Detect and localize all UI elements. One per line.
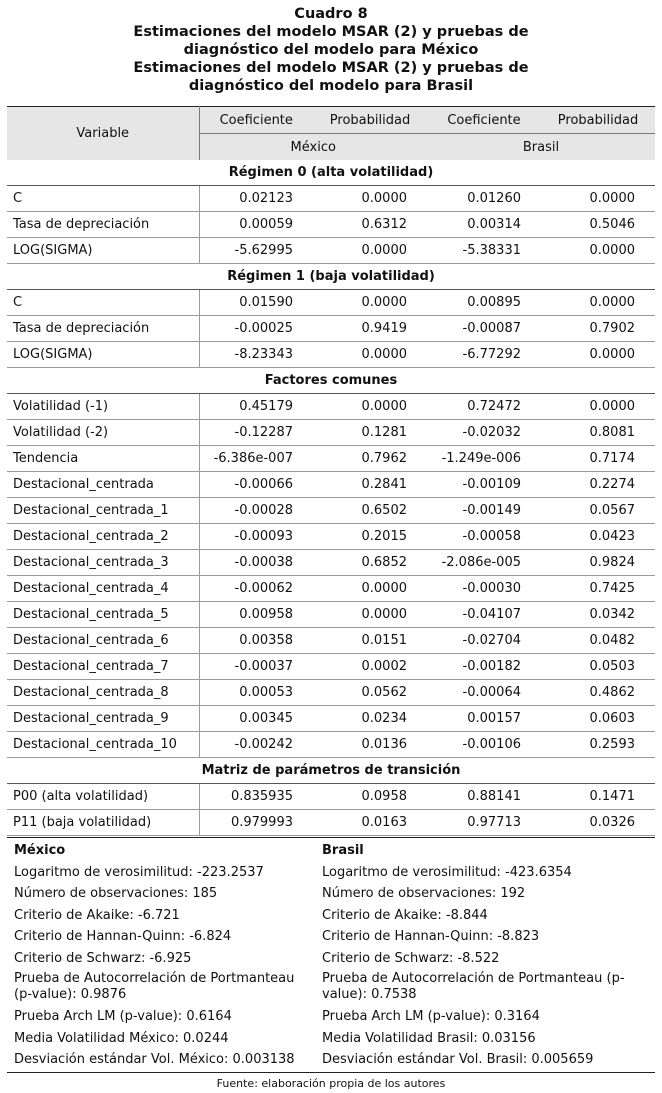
- table-row: [7, 524, 655, 550]
- row-label: C: [7, 290, 199, 316]
- table-row: [7, 810, 655, 836]
- stat-line: Prueba de Autocorrelación de Portmanteau (p-value): 0.9876: [14, 971, 295, 1002]
- coef-brasil-cell: -6.77292: [427, 342, 541, 368]
- coef-mexico-cell: -5.62995: [199, 238, 313, 264]
- row-label: LOG(SIGMA): [7, 238, 199, 264]
- diagnostics-mexico: [14, 840, 312, 1071]
- table-row: [7, 420, 655, 446]
- prob-mexico-cell: 0.0151: [313, 628, 427, 654]
- table-row: [7, 602, 655, 628]
- section-title: Régimen 0 (alta volatilidad): [7, 160, 655, 186]
- section-header-row: [7, 368, 655, 394]
- stat-line: Criterio de Hannan-Quinn: -6.824: [14, 929, 232, 944]
- header-row-columns: [7, 107, 655, 134]
- coef-mexico-cell: -8.23343: [199, 342, 313, 368]
- coef-brasil-cell: 0.01260: [427, 186, 541, 212]
- row-label: Destacional_centrada_8: [7, 680, 199, 706]
- coef-brasil-cell: -0.02704: [427, 628, 541, 654]
- coef-mexico-cell: -0.00093: [199, 524, 313, 550]
- coef-mexico-cell: 0.00358: [199, 628, 313, 654]
- coef-mexico-cell: 0.979993: [199, 810, 313, 836]
- coef-brasil-cell: -0.00087: [427, 316, 541, 342]
- section-title: Factores comunes: [7, 368, 655, 394]
- prob-brasil-cell: 0.5046: [541, 212, 655, 238]
- row-label: C: [7, 186, 199, 212]
- diagnostics-brasil-title: Brasil: [322, 843, 364, 858]
- table-row: [7, 576, 655, 602]
- coef-brasil-cell: -0.04107: [427, 602, 541, 628]
- header-country-brasil: Brasil: [522, 139, 560, 155]
- prob-mexico-cell: 0.7962: [313, 446, 427, 472]
- prob-mexico-cell: 0.1281: [313, 420, 427, 446]
- prob-brasil-cell: 0.0000: [541, 186, 655, 212]
- coef-mexico-cell: -0.00062: [199, 576, 313, 602]
- stat-line: Número de observaciones: 185: [14, 886, 218, 901]
- row-label: Destacional_centrada_1: [7, 498, 199, 524]
- section-header-row: [7, 758, 655, 784]
- prob-mexico-cell: 0.0000: [313, 290, 427, 316]
- header-coef-mexico: Coeficiente: [199, 107, 313, 134]
- prob-brasil-cell: 0.0000: [541, 290, 655, 316]
- coef-mexico-cell: 0.02123: [199, 186, 313, 212]
- stat-line: Número de observaciones: 192: [322, 886, 526, 901]
- prob-brasil-cell: 0.0000: [541, 394, 655, 420]
- coef-mexico-cell: -0.00025: [199, 316, 313, 342]
- table-row: [7, 186, 655, 212]
- header-country-mexico: México: [290, 139, 336, 155]
- table-row: [7, 446, 655, 472]
- table-row: [7, 238, 655, 264]
- stat-line: Prueba Arch LM (p-value): 0.3164: [322, 1009, 540, 1024]
- table-row: [7, 732, 655, 758]
- header-prob-brasil: Probabilidad: [541, 107, 655, 134]
- row-label: P11 (baja volatilidad): [7, 810, 199, 836]
- coef-brasil-cell: -0.00109: [427, 472, 541, 498]
- prob-brasil-cell: 0.2274: [541, 472, 655, 498]
- table-body: [7, 160, 655, 836]
- stat-line: Desviación estándar Vol. Brasil: 0.005659: [322, 1052, 594, 1067]
- title-line-1: Estimaciones del modelo MSAR (2) y pruebas de: [133, 24, 529, 40]
- row-label: Volatilidad (-2): [7, 420, 199, 446]
- prob-brasil-cell: 0.7902: [541, 316, 655, 342]
- diagnostics-brasil: [322, 840, 652, 1071]
- row-label: Destacional_centrada_5: [7, 602, 199, 628]
- row-label: Tasa de depreciación: [7, 316, 199, 342]
- row-label: Tendencia: [7, 446, 199, 472]
- stat-line: Desviación estándar Vol. México: 0.003138: [14, 1052, 295, 1067]
- row-label: Tasa de depreciación: [7, 212, 199, 238]
- prob-brasil-cell: 0.9824: [541, 550, 655, 576]
- table-row: [7, 680, 655, 706]
- stats-bottom-rule: [7, 1072, 655, 1073]
- coef-brasil-cell: -0.00182: [427, 654, 541, 680]
- coef-brasil-cell: -0.00058: [427, 524, 541, 550]
- coef-mexico-cell: 0.00059: [199, 212, 313, 238]
- prob-mexico-cell: 0.0000: [313, 394, 427, 420]
- coef-brasil-cell: -0.00030: [427, 576, 541, 602]
- coef-mexico-cell: 0.835935: [199, 784, 313, 810]
- coef-mexico-cell: -0.00242: [199, 732, 313, 758]
- table-number: Cuadro 8: [294, 6, 368, 22]
- prob-mexico-cell: 0.6312: [313, 212, 427, 238]
- coef-brasil-cell: 0.00157: [427, 706, 541, 732]
- table-row: [7, 342, 655, 368]
- row-label: Destacional_centrada_7: [7, 654, 199, 680]
- coef-mexico-cell: -0.00038: [199, 550, 313, 576]
- prob-mexico-cell: 0.0000: [313, 186, 427, 212]
- stat-line: Logaritmo de verosimilitud: -423.6354: [322, 864, 572, 880]
- stat-line: Media Volatilidad México: 0.0244: [14, 1030, 229, 1046]
- prob-mexico-cell: 0.0163: [313, 810, 427, 836]
- coef-mexico-cell: -0.00037: [199, 654, 313, 680]
- table-title-block: [0, 5, 662, 95]
- header-coef-brasil: Coeficiente: [427, 107, 541, 134]
- stat-line: Criterio de Hannan-Quinn: -8.823: [322, 929, 540, 944]
- table-row: [7, 706, 655, 732]
- coef-mexico-cell: -6.386e-007: [199, 446, 313, 472]
- row-label: Destacional_centrada: [7, 472, 199, 498]
- table-row: [7, 316, 655, 342]
- coef-brasil-cell: -2.086e-005: [427, 550, 541, 576]
- section-title: Régimen 1 (baja volatilidad): [7, 264, 655, 290]
- stat-line: Criterio de Akaike: -8.844: [322, 907, 488, 923]
- coef-mexico-cell: 0.00053: [199, 680, 313, 706]
- prob-mexico-cell: 0.0000: [313, 576, 427, 602]
- coef-mexico-cell: 0.00958: [199, 602, 313, 628]
- row-label: Destacional_centrada_10: [7, 732, 199, 758]
- section-title: Matriz de parámetros de transición: [7, 758, 655, 784]
- prob-brasil-cell: 0.4862: [541, 680, 655, 706]
- coef-brasil-cell: 0.00895: [427, 290, 541, 316]
- stat-line: Criterio de Schwarz: -6.925: [14, 950, 192, 966]
- table-row: [7, 472, 655, 498]
- section-header-row: [7, 160, 655, 186]
- coef-brasil-cell: -0.00149: [427, 498, 541, 524]
- row-label: Destacional_centrada_2: [7, 524, 199, 550]
- stat-line: Criterio de Schwarz: -8.522: [322, 950, 500, 966]
- prob-brasil-cell: 0.0326: [541, 810, 655, 836]
- table-row: [7, 394, 655, 420]
- row-label: Destacional_centrada_3: [7, 550, 199, 576]
- table-row: [7, 550, 655, 576]
- prob-mexico-cell: 0.0000: [313, 238, 427, 264]
- title-line-4: diagnóstico del modelo para Brasil: [188, 78, 474, 94]
- coef-brasil-cell: 0.88141: [427, 784, 541, 810]
- coef-brasil-cell: -0.00106: [427, 732, 541, 758]
- prob-brasil-cell: 0.0482: [541, 628, 655, 654]
- prob-brasil-cell: 0.0503: [541, 654, 655, 680]
- section-header-row: [7, 264, 655, 290]
- row-label: LOG(SIGMA): [7, 342, 199, 368]
- coef-brasil-cell: 0.00314: [427, 212, 541, 238]
- coef-mexico-cell: 0.01590: [199, 290, 313, 316]
- prob-mexico-cell: 0.0958: [313, 784, 427, 810]
- prob-brasil-cell: 0.7425: [541, 576, 655, 602]
- prob-mexico-cell: 0.9419: [313, 316, 427, 342]
- row-label: Destacional_centrada_4: [7, 576, 199, 602]
- coef-brasil-cell: -5.38331: [427, 238, 541, 264]
- row-label: Destacional_centrada_9: [7, 706, 199, 732]
- prob-brasil-cell: 0.1471: [541, 784, 655, 810]
- stat-line: Prueba de Autocorrelación de Portmanteau (p-value): 0.7538: [322, 971, 625, 1002]
- table-row: [7, 290, 655, 316]
- stat-line: Prueba Arch LM (p-value): 0.6164: [14, 1009, 232, 1024]
- coef-brasil-cell: 0.72472: [427, 394, 541, 420]
- stat-line: Criterio de Akaike: -6.721: [14, 907, 180, 923]
- table-row: [7, 784, 655, 810]
- table-row: [7, 212, 655, 238]
- header-variable: Variable: [7, 107, 199, 161]
- prob-mexico-cell: 0.2841: [313, 472, 427, 498]
- row-label: P00 (alta volatilidad): [7, 784, 199, 810]
- prob-brasil-cell: 0.7174: [541, 446, 655, 472]
- diagnostics-mexico-title: México: [14, 843, 66, 858]
- coef-brasil-cell: -1.249e-006: [427, 446, 541, 472]
- prob-brasil-cell: 0.0423: [541, 524, 655, 550]
- source-note: Fuente: elaboración propia de los autores: [216, 1077, 446, 1090]
- prob-brasil-cell: 0.0000: [541, 238, 655, 264]
- prob-mexico-cell: 0.2015: [313, 524, 427, 550]
- coef-mexico-cell: -0.12287: [199, 420, 313, 446]
- prob-brasil-cell: 0.0342: [541, 602, 655, 628]
- coef-mexico-cell: -0.00066: [199, 472, 313, 498]
- stats-top-rule: [7, 837, 655, 838]
- table-row: [7, 654, 655, 680]
- table-row: [7, 628, 655, 654]
- row-label: Destacional_centrada_6: [7, 628, 199, 654]
- coef-brasil-cell: -0.02032: [427, 420, 541, 446]
- stat-line: Logaritmo de verosimilitud: -223.2537: [14, 864, 264, 880]
- coef-mexico-cell: 0.45179: [199, 394, 313, 420]
- stat-line: Media Volatilidad Brasil: 0.03156: [322, 1030, 536, 1046]
- header-prob-mexico: Probabilidad: [313, 107, 427, 134]
- title-line-2: diagnóstico del modelo para México: [183, 42, 479, 58]
- row-label: Volatilidad (-1): [7, 394, 199, 420]
- coef-mexico-cell: -0.00028: [199, 498, 313, 524]
- prob-mexico-cell: 0.0002: [313, 654, 427, 680]
- prob-mexico-cell: 0.0234: [313, 706, 427, 732]
- coef-brasil-cell: 0.97713: [427, 810, 541, 836]
- prob-mexico-cell: 0.0000: [313, 342, 427, 368]
- prob-mexico-cell: 0.0000: [313, 602, 427, 628]
- prob-brasil-cell: 0.0000: [541, 342, 655, 368]
- table-row: [7, 498, 655, 524]
- prob-mexico-cell: 0.0562: [313, 680, 427, 706]
- prob-brasil-cell: 0.2593: [541, 732, 655, 758]
- prob-brasil-cell: 0.8081: [541, 420, 655, 446]
- coef-mexico-cell: 0.00345: [199, 706, 313, 732]
- prob-brasil-cell: 0.0567: [541, 498, 655, 524]
- prob-brasil-cell: 0.0603: [541, 706, 655, 732]
- prob-mexico-cell: 0.6852: [313, 550, 427, 576]
- prob-mexico-cell: 0.0136: [313, 732, 427, 758]
- title-line-3: Estimaciones del modelo MSAR (2) y pruebas de: [133, 60, 529, 76]
- estimates-table: [7, 106, 655, 836]
- prob-mexico-cell: 0.6502: [313, 498, 427, 524]
- coef-brasil-cell: -0.00064: [427, 680, 541, 706]
